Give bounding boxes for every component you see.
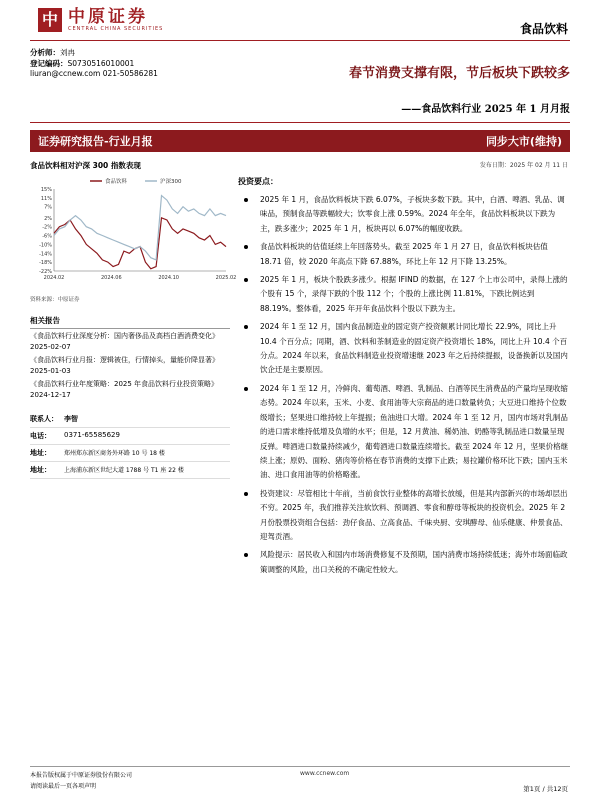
y-tick-label: -10% (39, 242, 52, 249)
footer-notice (30, 770, 132, 792)
x-tick-label: 2024.06 (100, 275, 122, 281)
series-line (54, 196, 226, 260)
analyst-label: 分析师： (30, 48, 60, 57)
logo-en: CENTRAL CHINA SECURITIES (68, 26, 164, 32)
contact-person: 李智 (64, 415, 78, 423)
point-item: 2024 年 1 至 12 月，国内食品制造业的固定资产投资额累计同比增长 22.9%，同比上升 10.4 个百分点；同期，酒、饮料和茶制造业的固定资产投资增长 18%，同比上升 10.4 个百分点。2024 年以来，食品饮料制造业投资增速继 2023 年之后持续提振，设备换新以及国内饮企迁是主要原因。 (238, 320, 570, 378)
y-tick-label: 7% (44, 204, 52, 211)
logo-cn: 中原证券 (68, 7, 148, 27)
chart-title: 食品饮料相对沪深 300 指数表现 (30, 161, 141, 170)
company-logo (38, 8, 163, 32)
contact-person-row (30, 411, 230, 428)
legend-label: 沪深300 (160, 179, 182, 185)
analyst-info (30, 48, 158, 80)
y-tick-label: -14% (39, 251, 52, 258)
logo-mark: 中 (38, 8, 62, 32)
y-tick-label: -2% (42, 224, 52, 231)
logo-text (68, 8, 163, 32)
header-divider (30, 40, 570, 41)
sector-label: 食品饮料 (519, 22, 568, 36)
y-tick-label: -18% (39, 260, 52, 267)
point-item: 投资建议：尽管相比十年前，当前食饮行业整体的高增长放缓，但是其内部新兴的市场却层出不穷。2025 年，我们推荐关注软饮料、预调酒、零食和醇母等板块的投资机会。2025 年 2 月份股票投资组合包括：劲仔食品、立高食品、千味央厨、安琪酵母、仙乐健康、仲景食品、迎驾贡酒。 (238, 487, 570, 545)
contact-address-row (30, 462, 230, 479)
footer-divider (30, 766, 570, 767)
left-column (30, 160, 237, 479)
person-label: 联系人： (30, 415, 58, 423)
related-report[interactable]: 《食品饮料行业月报：逻辑被住，行情掉头，量能价降显著》 2025-01-03 (30, 356, 219, 375)
title-divider (30, 122, 570, 123)
publish-date: 发布日期：2025 年 02 月 11 日 (479, 162, 568, 169)
point-item: 2025 年 1 月，食品饮料板块下跌 6.07%，子板块多数下跌。其中，白酒、啤酒、乳品、调味品，预制食品等跌幅较大；饮零食上涨 0.59%。2024 年全年，食品饮料板块以下跌为主，跌多涨少；2025 年 1 月，板块再以 6.07%的幅度收跌。 (238, 193, 570, 236)
related-reports-title: 相关报告 (30, 315, 230, 329)
contact-block (30, 411, 230, 479)
legend-label: 食品饮料 (105, 179, 128, 185)
copyright: 本报告版权属于中原证券股份有限公司 (30, 772, 133, 779)
y-tick-label: 15% (40, 187, 52, 193)
report-type: 证券研究报告-行业月报 (38, 135, 153, 148)
cert-label: 登记编码： (30, 58, 68, 68)
related-report[interactable]: 《食品饮料行业年度策略：2025 年食品饮料行业投资策略》 2024-12-17 (30, 380, 219, 399)
point-item: 2025 年 1 月，板块个股跌多涨少。根据 IFIND 的数据，在 127 个上市公司中，录得上涨的个股有 15 个，录得下跌的个股 112 个；个股的上涨比例 11.81%，下跌比例达到 88.19%。整体看，2025 年开年食品饮料个股以下跌为主。 (238, 273, 570, 316)
address-label: 地址： (30, 466, 51, 474)
x-tick-label: 2025.02 (215, 275, 237, 281)
analyst-contact: liuran@ccnew.com 021-50586281 (30, 69, 158, 78)
contact-phone-row (30, 428, 230, 445)
investment-points (238, 176, 570, 581)
contact-address: 上海浦东新区世纪大道 1788 号 T1 座 22 楼 (64, 467, 184, 474)
report-banner (30, 130, 570, 152)
y-tick-label: -6% (42, 233, 52, 240)
point-item: 风险提示：居民收入和国内市场消费修复不及预期，国内消费市场持续低迷；海外市场面临政策调整的风险，出口关税的不确定性较大。 (238, 548, 570, 577)
analyst-name: 刘冉 (60, 48, 75, 57)
points-heading: 投资要点： (238, 177, 278, 186)
rating: 同步大市(维持) (485, 135, 562, 148)
address-label: 地址： (30, 449, 51, 457)
x-tick-label: 2024.10 (158, 275, 180, 281)
disclaimer-link[interactable]: 请阅读最后一页各项声明 (30, 783, 97, 790)
cert-number: S0730516010001 (67, 58, 135, 68)
y-tick-label: 11% (40, 195, 52, 202)
contact-address-row (30, 445, 230, 462)
contact-phone: 0371-65585629 (64, 431, 120, 439)
x-tick-label: 2024.02 (43, 275, 65, 281)
y-tick-label: 2% (44, 215, 52, 222)
chart-source: 资料来源：中原证券 (30, 297, 80, 303)
phone-label: 电话： (30, 432, 51, 440)
point-item: 2024 年 1 至 12 月，冷鲜肉、葡萄酒、啤酒、乳制品、白酒等民生消费品的产量均呈现收缩态势。2024 年以来，玉米、小麦、食用油等大宗商品的进口数量转负；大豆进口维持个位数级增长；坚果进口维持较上年提振；鱼油进口大增。2024 年 1 至 12 月，国内市场对乳制品的进口需求维持低增及负增的水平；但是，12 月黄油、稀奶油、奶酪等乳制品进口数量呈现反弹。啤酒进口数量持续减少，葡萄酒进口数量连续增长。截至 2024 年 12 月，坚果价格继续上涨；原奶、面粉、猪肉等价格在春节消费的支撑下止跌；易拉罐价格环比下跌；国内玉米油、进口食用油等的价格略涨。 (238, 382, 570, 483)
related-report[interactable]: 《食品饮料行业深度分析：国内奢侈品及高档白酒消费变化》 2025-02-07 (30, 332, 219, 351)
series-line (54, 218, 226, 269)
chart-svg (30, 175, 237, 287)
y-tick-label: -22% (39, 269, 52, 275)
point-item: 食品饮料板块的估值延续上年回落势头。截至 2025 年 1 月 27 日，食品饮料板块估值 18.71 倍，较 2020 年高点下降 67.88%，环比上年 12 月下降 13.25%。 (238, 240, 570, 269)
performance-chart (30, 175, 237, 291)
website-link[interactable]: www.ccnew.com (300, 770, 350, 777)
report-subtitle: ——食品饮料行业 2025 年 1 月月报 (401, 104, 570, 115)
page-number: 第1页 / 共12页 (523, 785, 568, 793)
contact-address: 郑州郑东新区商务外环路 10 号 18 楼 (64, 450, 165, 457)
report-title: 春节消费支撑有限，节后板块下跌较多 (348, 66, 570, 81)
